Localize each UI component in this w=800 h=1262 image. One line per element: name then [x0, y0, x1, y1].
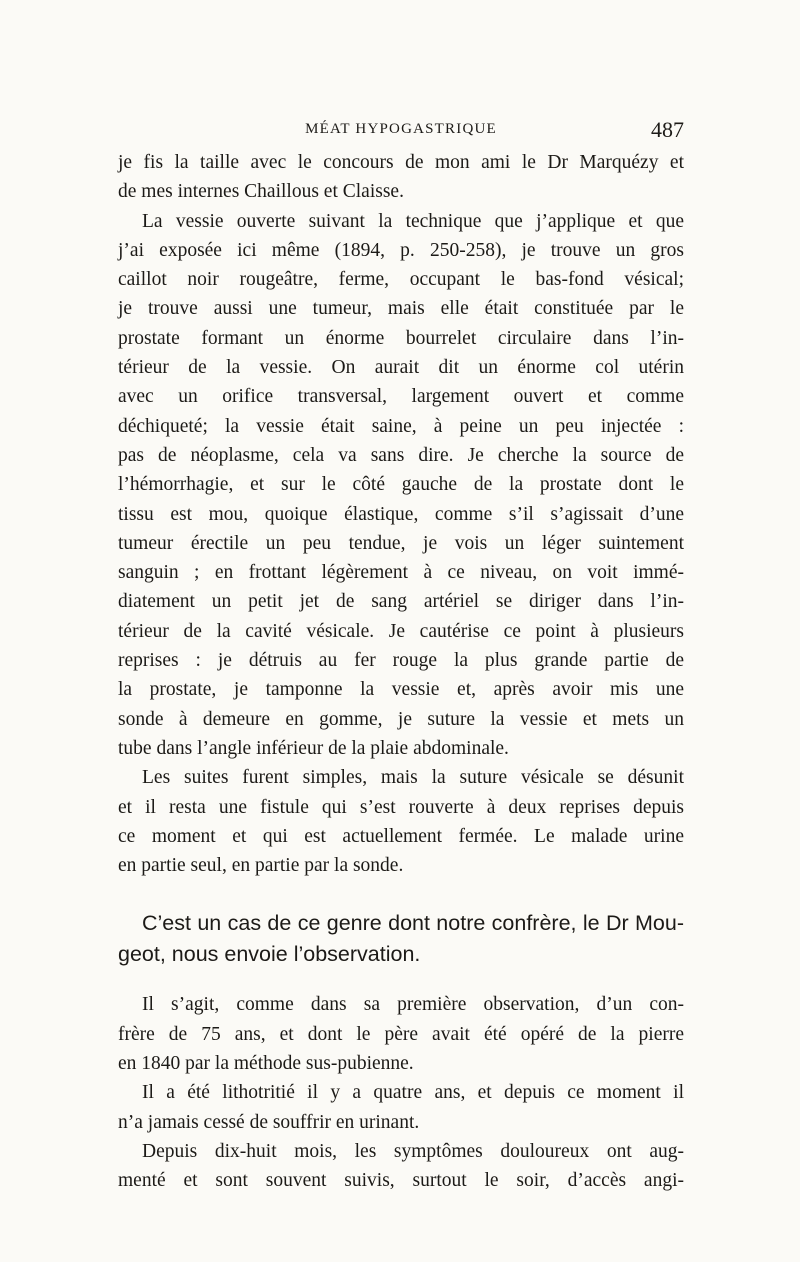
paragraph: [118, 1137, 684, 1196]
text-line: en partie seul, en partie par la sonde.: [118, 855, 404, 877]
text-line: geot, nous envoie l’observation.: [118, 942, 421, 967]
text-line: de mes internes Chaillous et Claisse.: [118, 181, 404, 203]
text-line: j’ai exposée ici même (1894, p. 250-258), je trouve un gros: [118, 239, 684, 261]
text-line: avec un orifice transversal, largement ouvert et comme: [118, 386, 684, 408]
text-line: Depuis dix-huit mois, les symptômes douloureux ont aug-: [142, 1140, 684, 1162]
text-line: reprises : je détruis au fer rouge la plus grande partie de: [118, 650, 684, 672]
text-line: menté et sont souvent suivis, surtout le soir, d’accès angi-: [118, 1170, 684, 1192]
text-line: ce moment et qui est actuellement fermée. Le malade urine: [118, 825, 684, 847]
text-line: La vessie ouverte suivant la technique que j’applique et que: [142, 210, 684, 232]
text-line: je trouve aussi une tumeur, mais elle était constituée par le: [118, 298, 684, 320]
text-line: frère de 75 ans, et dont le père avait été opéré de la pierre: [118, 1023, 684, 1045]
text-line: l’hémorrhagie, et sur le côté gauche de la prostate dont le: [118, 474, 684, 496]
running-title: MÉAT HYPOGASTRIQUE: [305, 121, 497, 137]
text-line: prostate formant un énorme bourrelet circulaire dans l’in-: [118, 327, 684, 349]
body-text: [118, 148, 684, 1196]
text-line: térieur de la vessie. On aurait dit un énorme col utérin: [118, 357, 684, 379]
text-line: déchiqueté; la vessie était saine, à peine un peu injectée :: [118, 415, 684, 437]
running-head: [118, 117, 684, 145]
text-line: Il s’agit, comme dans sa première observation, d’un con-: [142, 994, 684, 1016]
paragraph: [118, 1078, 684, 1137]
section-gap: [118, 970, 684, 990]
page-number: 487: [651, 117, 684, 142]
text-line: tube dans l’angle inférieur de la plaie abdominale.: [118, 737, 509, 759]
section-gap: [118, 880, 684, 908]
text-line: la prostate, je tamponne la vessie et, après avoir mis une: [118, 679, 684, 701]
paragraph: [118, 990, 684, 1078]
text-line: térieur de la cavité vésicale. Je cautérise ce point à plusieurs: [118, 620, 684, 642]
text-line: et il resta une fistule qui s’est rouverte à deux reprises depuis: [118, 796, 684, 818]
text-line: sanguin ; en frottant légèrement à ce niveau, on voit immé-: [118, 562, 684, 584]
text-line: en 1840 par la méthode sus-pubienne.: [118, 1053, 414, 1075]
text-line: diatement un petit jet de sang artériel se diriger dans l’in-: [118, 591, 684, 613]
paragraph: [118, 207, 684, 764]
text-line: Les suites furent simples, mais la suture vésicale se désunit: [142, 767, 684, 789]
text-line: pas de néoplasme, cela va sans dire. Je cherche la source de: [118, 444, 684, 466]
lead-paragraph: [118, 908, 684, 970]
text-line: C’est un cas de ce genre dont notre confrère, le Dr Mou-: [142, 911, 684, 936]
text-line: je fis la taille avec le concours de mon ami le Dr Marquézy et: [118, 152, 684, 173]
paragraph: [118, 148, 684, 207]
text-line: Il a été lithotritié il y a quatre ans, et depuis ce moment il: [142, 1082, 684, 1104]
text-line: tissu est mou, quoique élastique, comme s’il s’agissait d’une: [118, 503, 684, 525]
text-line: caillot noir rougeâtre, ferme, occupant le bas-fond vésical;: [118, 269, 684, 291]
text-line: n’a jamais cessé de souffrir en urinant.: [118, 1111, 420, 1133]
paragraph: [118, 763, 684, 880]
text-line: sonde à demeure en gomme, je suture la vessie et mets un: [118, 708, 684, 730]
text-line: tumeur érectile un peu tendue, je vois un léger suintement: [118, 532, 684, 554]
